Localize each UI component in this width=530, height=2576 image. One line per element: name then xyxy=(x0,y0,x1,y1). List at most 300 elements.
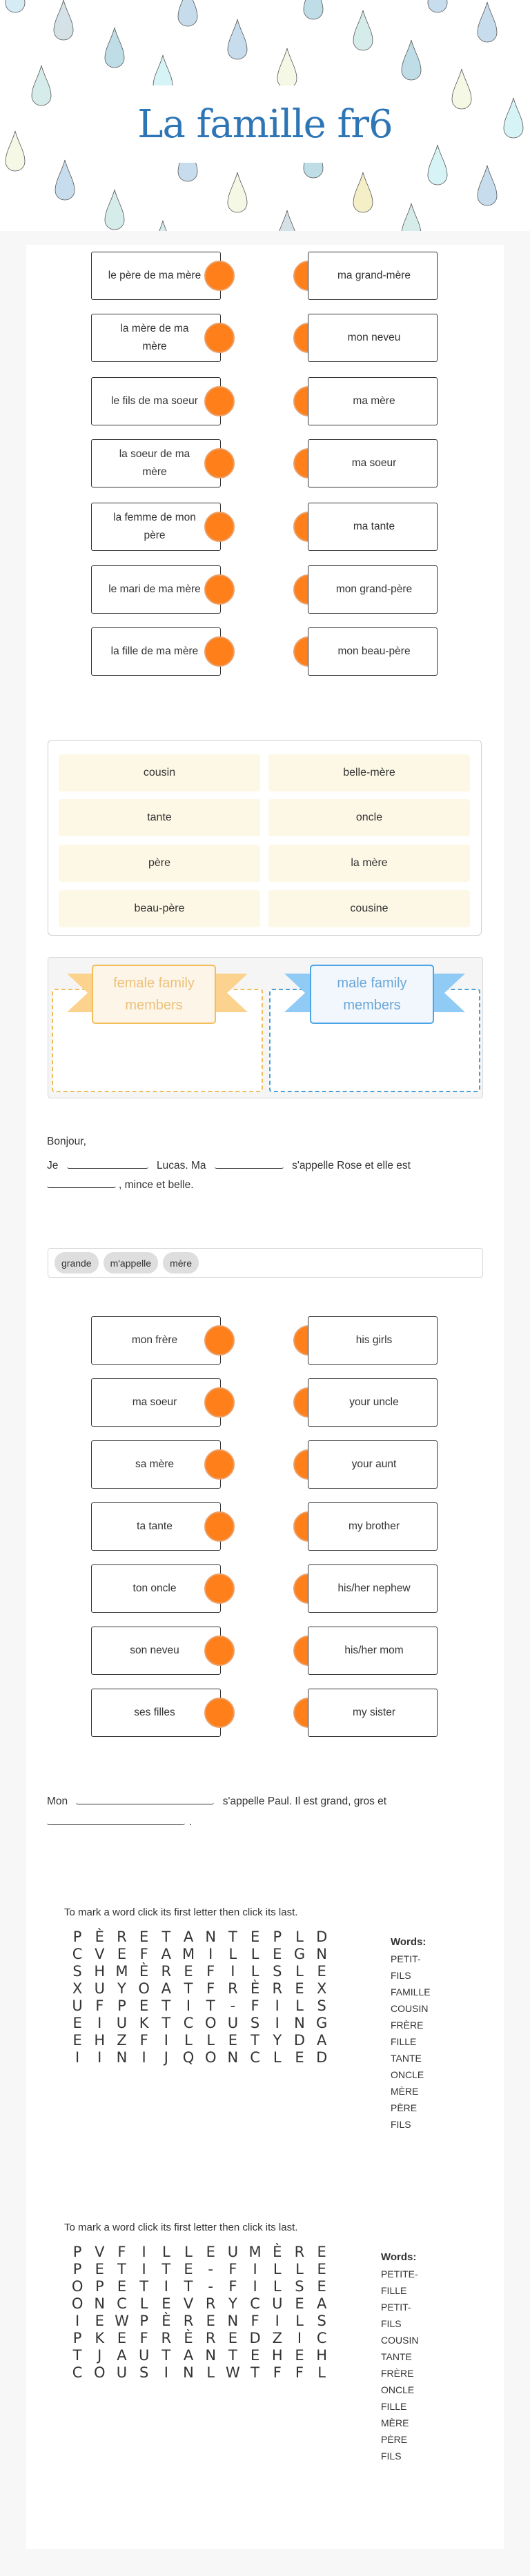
grid-letter[interactable]: C xyxy=(250,2295,260,2312)
grid-letter[interactable]: R xyxy=(294,2244,305,2260)
grid-letter[interactable]: È xyxy=(273,2244,282,2260)
grid-letter[interactable]: H xyxy=(316,2347,328,2364)
grid-letter[interactable]: S xyxy=(273,1963,282,1980)
grid-letter[interactable]: I xyxy=(164,2364,168,2381)
match-right-item[interactable]: your uncle xyxy=(308,1378,438,1427)
match-left-item[interactable]: ma soeur xyxy=(91,1378,221,1427)
sort-chip[interactable]: oncle xyxy=(268,799,470,836)
word-list-item: FILLE xyxy=(381,2401,407,2412)
match-row xyxy=(26,1627,504,1676)
grid-letter[interactable]: R xyxy=(117,1929,127,1945)
grid-letter[interactable]: È xyxy=(184,2330,193,2346)
grid-letter[interactable]: F xyxy=(295,2364,304,2381)
male-category-label: male family members xyxy=(310,965,434,1024)
connector-dot-icon[interactable] xyxy=(204,1325,235,1356)
grid-row xyxy=(66,2330,333,2347)
connector-dot-icon[interactable] xyxy=(204,1449,235,1480)
grid-letter[interactable]: E xyxy=(117,2278,127,2295)
grid-letter[interactable]: I xyxy=(253,2261,257,2277)
grid-row xyxy=(66,1946,333,1963)
grid-letter[interactable]: L xyxy=(273,2261,282,2277)
match-row xyxy=(26,439,504,489)
grid-letter[interactable]: D xyxy=(293,2032,306,2049)
word-list-item: COUSIN xyxy=(391,2003,429,2014)
connector-dot-icon[interactable] xyxy=(204,448,235,479)
match-row xyxy=(26,1378,504,1428)
grid-letter[interactable]: E xyxy=(295,2295,304,2312)
text-fragment: Mon xyxy=(47,1795,68,1807)
connector-dot-icon[interactable] xyxy=(204,1636,235,1666)
match-right-item[interactable]: his girls xyxy=(308,1316,438,1365)
grid-letter[interactable]: A xyxy=(161,1946,172,1962)
match-right-item[interactable]: my sister xyxy=(308,1689,438,1737)
grid-letter[interactable]: L xyxy=(251,1963,259,1980)
grid-letter[interactable]: P xyxy=(273,1929,282,1945)
grid-letter[interactable]: F xyxy=(251,2313,259,2329)
grid-letter[interactable]: P xyxy=(72,2244,82,2260)
grid-letter[interactable]: O xyxy=(71,2278,84,2295)
grid-letter[interactable]: C xyxy=(183,2015,194,2031)
word-pill[interactable]: grande xyxy=(55,1252,99,1274)
match-right-item[interactable]: mon grand-père xyxy=(308,565,438,614)
word-list-item: FRÈRE xyxy=(391,2020,424,2031)
grid-letter[interactable]: E xyxy=(273,1946,282,1962)
grid-letter[interactable]: L xyxy=(295,1963,304,1980)
grid-letter[interactable]: L xyxy=(273,2049,282,2066)
grid-letter[interactable]: C xyxy=(72,2364,83,2381)
grid-letter[interactable]: T xyxy=(161,2261,171,2277)
grid-letter[interactable]: E xyxy=(184,2261,193,2277)
grid-letter[interactable]: K xyxy=(139,2015,149,2031)
grid-row xyxy=(66,1998,333,2015)
grid-letter[interactable]: È xyxy=(161,2313,171,2329)
match-right-item[interactable]: mon beau-père xyxy=(308,627,438,676)
match-right-item[interactable]: ma mère xyxy=(308,377,438,425)
grid-letter[interactable]: E xyxy=(72,2015,82,2031)
grid-row xyxy=(66,2261,333,2278)
grid-letter[interactable]: A xyxy=(117,2347,127,2364)
match-row xyxy=(26,627,504,677)
grid-letter[interactable]: J xyxy=(164,2049,168,2066)
grid-letter[interactable]: T xyxy=(161,1929,171,1945)
grid-letter[interactable]: E xyxy=(206,2244,215,2260)
grid-letter[interactable]: R xyxy=(161,1963,172,1980)
grid-letter[interactable]: D xyxy=(316,1929,328,1945)
sort-chip[interactable]: beau-père xyxy=(59,890,260,927)
match-left-item[interactable]: la soeur de ma mère xyxy=(91,439,221,487)
grid-letter[interactable]: R xyxy=(183,2313,194,2329)
match-left-item[interactable]: le mari de ma mère xyxy=(91,565,221,614)
text-fragment: . xyxy=(189,1816,193,1828)
match-right-item[interactable]: his/her nephew xyxy=(308,1564,438,1613)
match-left-item[interactable]: mon frère xyxy=(91,1316,221,1365)
grid-letter[interactable]: E xyxy=(139,1929,149,1945)
grid-letter[interactable]: E xyxy=(95,2261,104,2277)
grid-letter[interactable]: I xyxy=(275,1998,279,2014)
sort-chip[interactable]: belle-mère xyxy=(268,754,470,792)
connector-dot-icon[interactable] xyxy=(204,1387,235,1418)
grid-letter[interactable]: F xyxy=(228,2261,237,2277)
grid-letter[interactable]: D xyxy=(316,2049,328,2066)
grid-letter[interactable]: I xyxy=(141,2244,146,2260)
sort-chip[interactable]: père xyxy=(59,845,260,882)
grid-letter[interactable]: L xyxy=(228,1946,237,1962)
match-row xyxy=(26,565,504,615)
grid-letter[interactable]: A xyxy=(161,1980,172,1997)
grid-letter[interactable]: F xyxy=(251,1998,259,2014)
grid-letter[interactable]: L xyxy=(184,2244,193,2260)
match-right-item[interactable]: mon neveu xyxy=(308,314,438,362)
grid-letter[interactable]: E xyxy=(228,2032,238,2049)
connector-dot-icon[interactable] xyxy=(204,636,235,667)
grid-letter[interactable]: S xyxy=(250,2015,260,2031)
match-left-item[interactable]: ton oncle xyxy=(91,1564,221,1613)
header-banner xyxy=(0,0,530,231)
sort-chip[interactable]: tante xyxy=(59,799,260,836)
grid-letter[interactable]: L xyxy=(161,2244,170,2260)
grid-letter[interactable]: T xyxy=(184,1980,193,1997)
grid-letter[interactable]: T xyxy=(161,1998,171,2014)
grid-letter[interactable]: L xyxy=(295,1998,304,2014)
grid-letter[interactable]: T xyxy=(184,2278,193,2295)
grid-letter[interactable]: I xyxy=(253,2278,257,2295)
category-zones xyxy=(48,957,483,1098)
connector-dot-icon[interactable] xyxy=(204,1698,235,1728)
match-left-item[interactable]: le père de ma mère xyxy=(91,252,221,300)
connector-dot-icon[interactable] xyxy=(204,574,235,605)
grid-letter[interactable]: L xyxy=(317,2364,326,2381)
grid-letter[interactable]: W xyxy=(226,2364,240,2381)
grid-letter[interactable]: E xyxy=(295,1980,304,1997)
grid-letter[interactable]: I xyxy=(230,1963,235,1980)
grid-letter[interactable]: I xyxy=(275,2015,279,2031)
grid-letter[interactable]: - xyxy=(208,2278,213,2295)
word-list-item: PÈRE xyxy=(391,2102,418,2113)
word-pill[interactable]: mère xyxy=(163,1252,199,1274)
grid-letter[interactable]: L xyxy=(273,2278,282,2295)
grid-letter[interactable]: P xyxy=(72,1929,82,1945)
match-row xyxy=(26,1440,504,1490)
grid-letter[interactable]: S xyxy=(139,2364,149,2381)
grid-row xyxy=(66,1963,333,1980)
grid-row xyxy=(66,2295,333,2313)
sort-chip[interactable]: la mère xyxy=(268,845,470,882)
word-list xyxy=(391,1934,438,2133)
grid-letter[interactable]: A xyxy=(183,1929,194,1945)
grid-letter[interactable]: G xyxy=(293,1946,306,1962)
grid-letter[interactable]: F xyxy=(273,2364,282,2381)
grid-letter[interactable]: O xyxy=(138,1980,150,1997)
grid-letter[interactable]: T xyxy=(161,2015,171,2031)
grid-letter[interactable]: E xyxy=(250,1929,260,1945)
grid-letter[interactable]: I xyxy=(275,2313,279,2329)
grid-letter[interactable]: L xyxy=(184,2032,193,2049)
grid-letter[interactable]: M xyxy=(248,2244,262,2260)
grid-letter[interactable]: N xyxy=(94,2295,106,2312)
grid-letter[interactable]: N xyxy=(227,2049,239,2066)
grid-letter[interactable]: Y xyxy=(117,1980,126,1997)
grid-letter[interactable]: O xyxy=(94,2364,106,2381)
word-pill[interactable]: m'appelle xyxy=(104,1252,159,1274)
grid-letter[interactable]: A xyxy=(316,2295,327,2312)
grid-letter[interactable]: P xyxy=(139,2313,148,2329)
match-left-item[interactable]: son neveu xyxy=(91,1627,221,1675)
word-search-instruction: To mark a word click its first letter then click its last. xyxy=(64,2222,298,2233)
grid-letter[interactable]: S xyxy=(295,2278,304,2295)
grid-letter[interactable]: Y xyxy=(273,2032,282,2049)
grid-letter[interactable]: P xyxy=(72,2330,82,2346)
grid-letter[interactable]: U xyxy=(227,2244,239,2260)
grid-letter[interactable]: A xyxy=(183,2347,194,2364)
grid-letter[interactable]: E xyxy=(295,2049,304,2066)
grid-letter[interactable]: - xyxy=(230,1998,236,2014)
match-left-item[interactable]: la mère de ma mère xyxy=(91,314,221,362)
grid-letter[interactable]: V xyxy=(95,2244,105,2260)
grid-letter[interactable]: E xyxy=(228,2330,238,2346)
grid-letter[interactable]: S xyxy=(317,2313,326,2329)
grid-letter[interactable]: T xyxy=(228,1929,237,1945)
grid-letter[interactable]: I xyxy=(186,1998,191,2014)
grid-letter[interactable]: C xyxy=(250,2049,260,2066)
match-row xyxy=(26,1316,504,1366)
grid-letter[interactable]: F xyxy=(228,2278,237,2295)
grid-letter[interactable]: T xyxy=(117,2261,126,2277)
grid-letter[interactable]: L xyxy=(295,1929,304,1945)
match-row xyxy=(26,1564,504,1614)
grid-letter[interactable]: X xyxy=(316,1980,327,1997)
word-list-item: PETIT-FILS xyxy=(381,2302,411,2329)
grid-letter[interactable]: U xyxy=(272,2295,283,2312)
grid-letter[interactable]: L xyxy=(295,2313,304,2329)
grid-letter[interactable]: I xyxy=(164,2278,168,2295)
grid-row xyxy=(66,2049,333,2066)
grid-letter[interactable]: E xyxy=(295,2347,304,2364)
grid-row xyxy=(66,2015,333,2032)
grid-letter[interactable]: K xyxy=(95,2330,105,2346)
grid-letter[interactable]: N xyxy=(205,1929,217,1945)
connector-dot-icon[interactable] xyxy=(204,323,235,353)
grid-letter[interactable]: È xyxy=(139,1963,149,1980)
grid-letter[interactable]: F xyxy=(206,1980,215,1997)
grid-letter[interactable]: J xyxy=(97,2347,102,2364)
match-left-item[interactable]: la femme de mon père xyxy=(91,503,221,551)
grid-letter[interactable]: H xyxy=(94,1963,106,1980)
grid-letter[interactable]: E xyxy=(206,2313,215,2329)
match-left-item[interactable]: ta tante xyxy=(91,1502,221,1551)
connector-dot-icon[interactable] xyxy=(204,512,235,542)
grid-letter[interactable]: T xyxy=(139,2278,149,2295)
grid-letter[interactable]: C xyxy=(316,2330,327,2346)
match-right-item[interactable]: ma tante xyxy=(308,503,438,551)
grid-letter[interactable]: R xyxy=(205,2295,216,2312)
blank-input[interactable] xyxy=(47,1176,116,1188)
grid-letter[interactable]: I xyxy=(141,2261,146,2277)
match-row xyxy=(26,1689,504,1738)
word-list-item: MÈRE xyxy=(381,2417,409,2428)
grid-letter[interactable]: P xyxy=(95,2278,104,2295)
match-right-item[interactable]: his/her mom xyxy=(308,1627,438,1675)
grid-letter[interactable]: C xyxy=(72,1946,83,1962)
grid-letter[interactable]: N xyxy=(116,2049,128,2066)
text-fragment: s'appelle Paul. Il est grand, gros et xyxy=(222,1795,387,1807)
grid-letter[interactable]: E xyxy=(117,2330,127,2346)
grid-letter[interactable]: M xyxy=(181,1946,195,1962)
grid-letter[interactable]: S xyxy=(72,1963,82,1980)
match-left-item[interactable]: sa mère xyxy=(91,1440,221,1489)
grid-letter[interactable]: V xyxy=(95,1946,105,1962)
word-list-item: FILS xyxy=(391,2119,411,2130)
grid-letter[interactable]: E xyxy=(317,2244,326,2260)
grid-letter[interactable]: H xyxy=(271,2347,283,2364)
grid-letter[interactable]: T xyxy=(251,2032,259,2049)
grid-letter[interactable]: E xyxy=(317,1963,326,1980)
grid-letter[interactable]: X xyxy=(72,1980,83,1997)
grid-letter[interactable]: T xyxy=(72,2347,82,2364)
match-left-item[interactable]: ses filles xyxy=(91,1689,221,1737)
grid-letter[interactable]: - xyxy=(208,2261,213,2277)
word-bank xyxy=(48,1248,483,1278)
words-label: Words: xyxy=(391,1936,426,1948)
sort-chip[interactable]: cousine xyxy=(268,890,470,927)
grid-letter[interactable]: F xyxy=(139,1946,148,1962)
connector-dot-icon[interactable] xyxy=(204,1573,235,1604)
grid-letter[interactable]: G xyxy=(316,2015,328,2031)
grid-letter[interactable]: E xyxy=(317,2261,326,2277)
grid-letter[interactable]: Z xyxy=(117,2032,127,2049)
grid-letter[interactable]: U xyxy=(116,2364,128,2381)
grid-letter[interactable]: E xyxy=(161,2295,171,2312)
grid-letter[interactable]: N xyxy=(316,1946,328,1962)
grid-letter[interactable]: I xyxy=(141,2049,146,2066)
grid-letter[interactable]: F xyxy=(139,2032,148,2049)
grid-letter[interactable]: I xyxy=(97,2015,102,2031)
blank-input[interactable] xyxy=(215,1156,284,1169)
grid-letter[interactable]: F xyxy=(117,2244,126,2260)
grid-letter[interactable]: E xyxy=(139,1998,149,2014)
grid-letter[interactable]: I xyxy=(297,2330,302,2346)
connector-dot-icon[interactable] xyxy=(204,261,235,291)
grid-row xyxy=(66,1929,333,1946)
grid-letter[interactable]: L xyxy=(206,2032,215,2049)
grid-letter[interactable]: T xyxy=(206,1998,215,2014)
grid-letter[interactable]: V xyxy=(183,2295,194,2312)
word-list-item: FILS xyxy=(381,2451,402,2462)
connector-dot-icon[interactable] xyxy=(204,1511,235,1542)
text-fragment: Je xyxy=(47,1160,59,1171)
match-left-item[interactable]: le fils de ma soeur xyxy=(91,377,221,425)
grid-letter[interactable]: N xyxy=(294,2015,305,2031)
grid-letter[interactable]: O xyxy=(204,2049,217,2066)
grid-letter[interactable]: N xyxy=(183,2364,194,2381)
grid-letter[interactable]: N xyxy=(227,2313,239,2329)
grid-row xyxy=(66,1980,333,1998)
grid-letter[interactable]: R xyxy=(161,2330,172,2346)
grid-letter[interactable]: È xyxy=(250,1980,260,1997)
match-left-item[interactable]: la fille de ma mère xyxy=(91,627,221,676)
fill-sentence-2 xyxy=(47,1791,489,1833)
grid-row xyxy=(66,2032,333,2049)
match-row xyxy=(26,1502,504,1552)
grid-letter[interactable]: E xyxy=(72,2032,82,2049)
grid-letter[interactable]: T xyxy=(251,2364,259,2381)
grid-letter[interactable]: E xyxy=(317,2278,326,2295)
grid-letter[interactable]: Y xyxy=(228,2295,237,2312)
word-list xyxy=(381,2249,428,2464)
match-right-item[interactable]: ma soeur xyxy=(308,439,438,487)
grid-letter[interactable]: I xyxy=(208,1946,213,1962)
text-fragment: , mince et belle. xyxy=(119,1179,194,1191)
grid-letter[interactable]: P xyxy=(72,2261,82,2277)
match-row xyxy=(26,252,504,301)
grid-letter[interactable]: I xyxy=(75,2313,80,2329)
grid-letter[interactable]: F xyxy=(95,1998,104,2014)
grid-letter[interactable]: F xyxy=(139,2330,148,2346)
grid-letter[interactable]: P xyxy=(117,1998,126,2014)
grid-letter[interactable]: L xyxy=(251,1946,259,1962)
grid-letter[interactable]: A xyxy=(316,2032,327,2049)
grid-letter[interactable]: U xyxy=(72,1998,83,2014)
blank-input[interactable] xyxy=(67,1156,148,1169)
grid-letter[interactable]: C xyxy=(117,2295,127,2312)
grid-letter[interactable]: L xyxy=(206,2364,215,2381)
grid-letter[interactable]: È xyxy=(95,1929,104,1945)
grid-letter[interactable]: S xyxy=(317,1998,326,2014)
female-category-label: female family members xyxy=(92,965,216,1024)
match-right-item[interactable]: ma grand-mère xyxy=(308,252,438,300)
grid-letter[interactable]: F xyxy=(206,1963,215,1980)
match-row xyxy=(26,314,504,363)
match-right-item[interactable]: my brother xyxy=(308,1502,438,1551)
grid-letter[interactable]: L xyxy=(295,2261,304,2277)
grid-row xyxy=(66,2364,333,2382)
grid-letter[interactable]: U xyxy=(138,2347,150,2364)
grid-letter[interactable]: U xyxy=(94,1980,105,1997)
grid-letter[interactable]: E xyxy=(95,2313,104,2329)
grid-letter[interactable]: W xyxy=(115,2313,129,2329)
grid-letter[interactable]: T xyxy=(161,2347,171,2364)
blank-input[interactable] xyxy=(47,1813,185,1825)
blank-input[interactable] xyxy=(76,1792,214,1804)
grid-letter[interactable]: Z xyxy=(272,2330,282,2346)
grid-letter[interactable]: R xyxy=(228,1980,238,1997)
connector-dot-icon[interactable] xyxy=(204,386,235,416)
grid-letter[interactable]: R xyxy=(205,2330,216,2346)
grid-letter[interactable]: E xyxy=(117,1946,127,1962)
grid-letter[interactable]: U xyxy=(116,2015,128,2031)
grid-letter[interactable]: H xyxy=(94,2032,106,2049)
match-right-item[interactable]: your aunt xyxy=(308,1440,438,1489)
grid-letter[interactable]: E xyxy=(250,2347,260,2364)
grid-letter[interactable]: U xyxy=(227,2015,239,2031)
match-row xyxy=(26,377,504,427)
grid-letter[interactable]: L xyxy=(139,2295,148,2312)
grid-letter[interactable]: E xyxy=(184,1963,193,1980)
grid-letter[interactable]: O xyxy=(71,2295,84,2312)
sort-chip[interactable]: cousin xyxy=(59,754,260,792)
grid-letter[interactable]: I xyxy=(97,2049,102,2066)
grid-letter[interactable]: R xyxy=(272,1980,283,1997)
grid-letter[interactable]: I xyxy=(75,2049,80,2066)
grid-row xyxy=(66,2244,333,2261)
word-list-item: ONCLE xyxy=(391,2069,424,2080)
grid-letter[interactable]: I xyxy=(164,2032,168,2049)
grid-letter[interactable]: T xyxy=(228,2347,237,2364)
grid-letter[interactable]: M xyxy=(115,1963,128,1980)
grid-letter[interactable]: D xyxy=(249,2330,261,2346)
grid-letter[interactable]: Q xyxy=(182,2049,195,2066)
grid-letter[interactable]: O xyxy=(204,2015,217,2031)
grid-letter[interactable]: N xyxy=(205,2347,217,2364)
